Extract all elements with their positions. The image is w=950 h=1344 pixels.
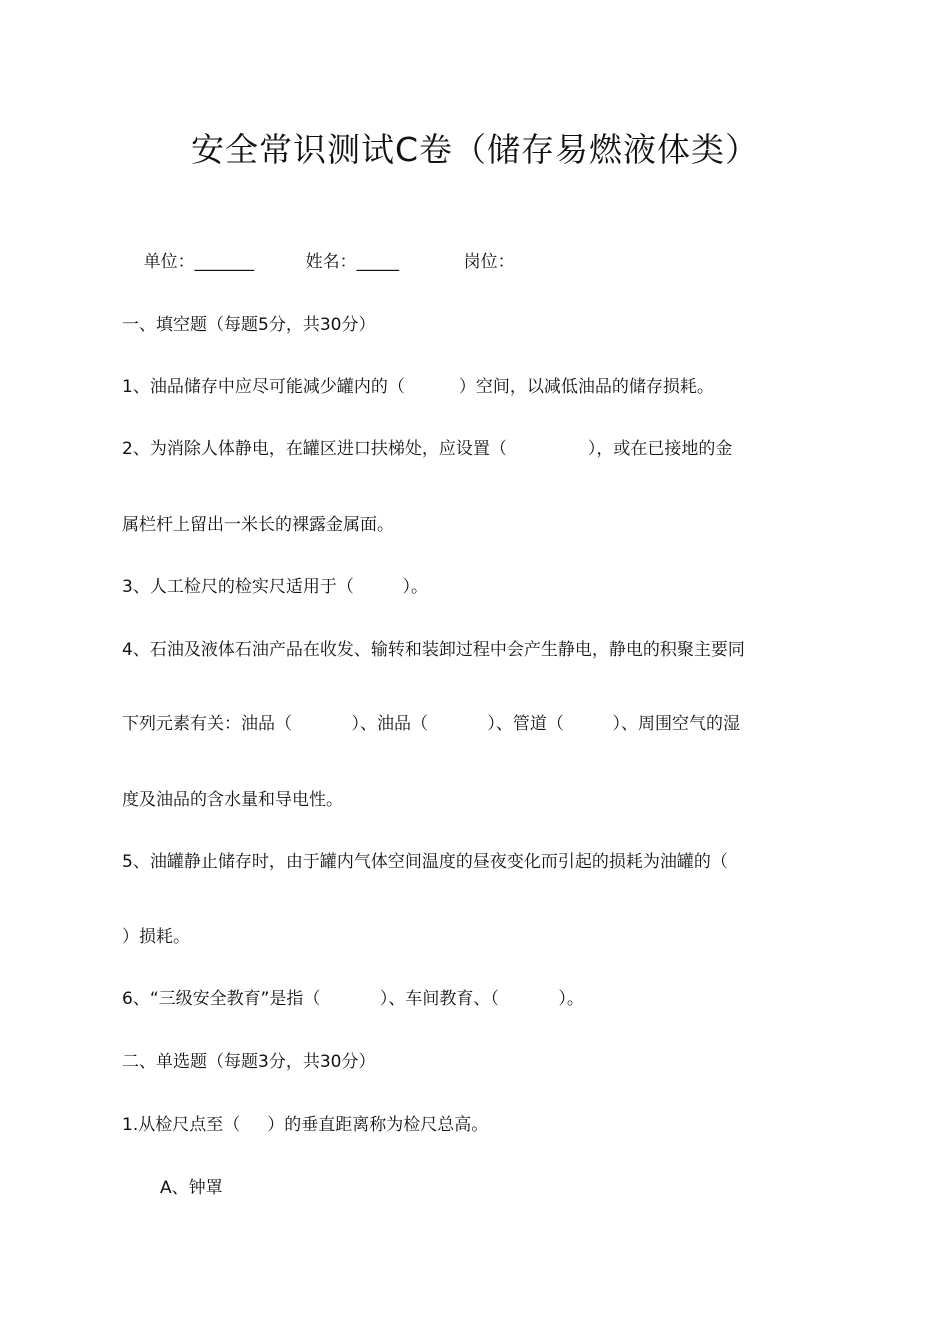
question-1-4-line-2: 下列元素有关：油品（ ）、油品（ ）、管道（ ）、周围空气的湿 [122,714,741,734]
question-1-2-line-1: 2、为消除人体静电，在罐区进口扶梯处，应设置（ ），或在已接地的金 [122,439,733,459]
question-2-1: 1.从检尺点至（ ）的垂直距离称为检尺总高。 [122,1115,489,1135]
question-1-3: 3、人工检尺的检实尺适用于（ ）。 [122,577,428,597]
question-1-6: 6、“三级安全教育”是指（ ）、车间教育、（ ）。 [122,989,584,1009]
section-1-heading: 一、填空题（每题5分，共30分） [122,315,376,335]
question-1-2-line-2: 属栏杆上留出一米长的裸露金属面。 [122,515,394,535]
info-row [122,226,515,298]
question-2-1-option-a: A、钟罩 [160,1178,223,1198]
question-1-4-line-3: 度及油品的含水量和导电性。 [122,790,343,810]
name-field: 姓名：_____ [305,252,400,272]
question-1-5-line-1: 5、油罐静止储存时，由于罐内气体空间温度的昼夜变化而引起的损耗为油罐的（ [122,852,728,872]
section-2-heading: 二、单选题（每题3分，共30分） [122,1052,376,1072]
unit-field: 单位：_______ [143,252,255,272]
page-title: 安全常识测试C卷（储存易燃液体类） [190,130,760,169]
question-1-5-line-2: ）损耗。 [122,927,190,947]
question-1-4-line-1: 4、石油及液体石油产品在收发、输转和装卸过程中会产生静电，静电的积聚主要同 [122,640,745,660]
question-1-1: 1、油品储存中应尽可能减少罐内的（ ）空间，以减低油品的储存损耗。 [122,377,714,397]
post-field: 岗位： [463,252,515,272]
